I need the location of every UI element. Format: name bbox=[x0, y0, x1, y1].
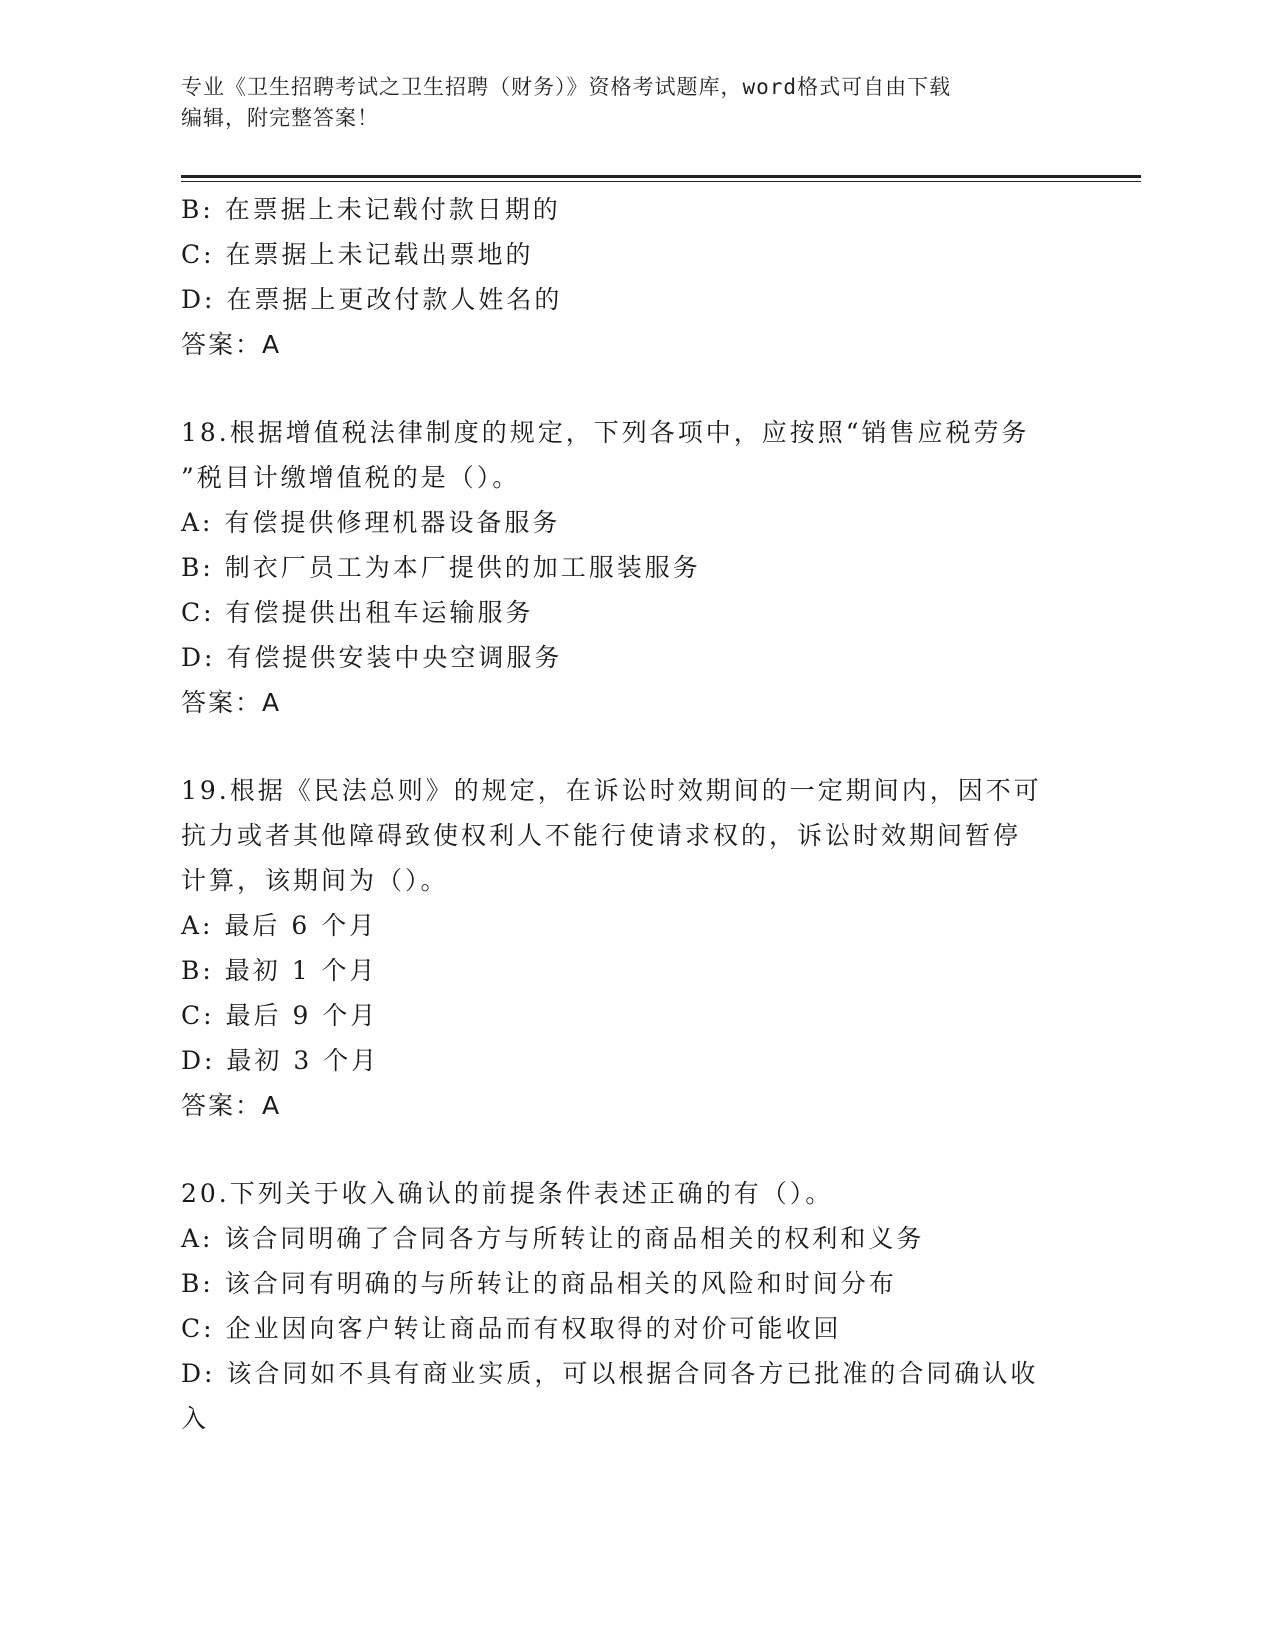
question-stem-line: 18.根据增值税法律制度的规定，下列各项中，应按照“销售应税劳务 bbox=[181, 418, 1030, 447]
header-rule-thin bbox=[181, 181, 1141, 182]
answer-line: 答案：A bbox=[181, 688, 282, 717]
option-d: D: 在票据上更改付款人姓名的 bbox=[181, 285, 563, 314]
question-18 bbox=[181, 410, 1081, 725]
header-line-2: 编辑，附完整答案！ bbox=[181, 106, 379, 130]
option-b: B: 该合同有明确的与所转让的商品相关的风险和时间分布 bbox=[181, 1269, 897, 1298]
option-d-continuation: 入 bbox=[181, 1404, 210, 1433]
question-content bbox=[181, 187, 1081, 1441]
option-d: D: 该合同如不具有商业实质，可以根据合同各方已批准的合同确认收 bbox=[181, 1359, 1039, 1388]
question-20 bbox=[181, 1171, 1081, 1441]
question-stem-line: 19.根据《民法总则》的规定，在诉讼时效期间的一定期间内，因不可 bbox=[181, 776, 1042, 805]
header-rule-thick bbox=[181, 175, 1141, 178]
option-b: B: 制衣厂员工为本厂提供的加工服装服务 bbox=[181, 553, 701, 582]
option-a: A: 有偿提供修理机器设备服务 bbox=[181, 508, 561, 537]
question-stem-line: 抗力或者其他障碍致使权利人不能行使请求权的，诉讼时效期间暂停 bbox=[181, 821, 1022, 850]
option-c: C: 最后 9 个月 bbox=[181, 1001, 379, 1030]
spacer bbox=[181, 1128, 1081, 1171]
option-b: B: 最初 1 个月 bbox=[181, 956, 378, 985]
option-b: B: 在票据上未记载付款日期的 bbox=[181, 195, 561, 224]
option-c: C: 有偿提供出租车运输服务 bbox=[181, 598, 534, 627]
option-c: C: 在票据上未记载出票地的 bbox=[181, 240, 534, 269]
page-header bbox=[181, 72, 1081, 134]
option-d: D: 有偿提供安装中央空调服务 bbox=[181, 643, 563, 672]
question-stem-line: 20.下列关于收入确认的前提条件表述正确的有（）。 bbox=[181, 1179, 834, 1208]
question-stem-line: ”税目计缴增值税的是（）。 bbox=[181, 463, 521, 492]
option-d: D: 最初 3 个月 bbox=[181, 1046, 380, 1075]
spacer bbox=[181, 367, 1081, 410]
header-line-1: 专业《卫生招聘考试之卫生招聘（财务）》资格考试题库，word格式可自由下载 bbox=[181, 75, 952, 99]
question-stem-line: 计算，该期间为（）。 bbox=[181, 866, 449, 895]
spacer bbox=[181, 725, 1081, 768]
option-a: A: 该合同明确了合同各方与所转让的商品相关的权利和义务 bbox=[181, 1224, 925, 1253]
answer-line: 答案：A bbox=[181, 1091, 282, 1120]
option-c: C: 企业因向客户转让商品而有权取得的对价可能收回 bbox=[181, 1314, 842, 1343]
option-a: A: 最后 6 个月 bbox=[181, 911, 378, 940]
answer-line: 答案：A bbox=[181, 330, 282, 359]
question-19 bbox=[181, 768, 1081, 1128]
carryover-question bbox=[181, 187, 1081, 367]
